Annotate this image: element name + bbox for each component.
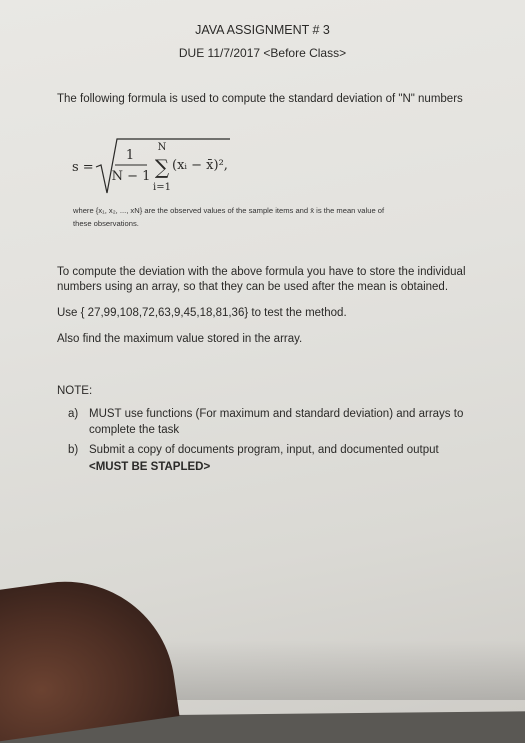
formula-numerator: 1 [125,148,135,163]
note-b-line-1: Submit a copy of documents program, input, and documented output [89,444,439,456]
note-a-line-2: complete the task [89,424,180,436]
note-b-line-2: <MUST BE STAPLED> [89,461,211,473]
where-text-2: these observations. [73,219,139,228]
formula-lhs: s = [72,160,94,175]
note-b-marker: b) [68,444,79,456]
assignment-title: JAVA ASSIGNMENT # 3 [195,23,330,37]
max-value-line: Also find the maximum value stored in the array. [57,333,303,345]
due-date: DUE 11/7/2017 <Before Class> [178,46,347,60]
intro-text: The following formula is used to compute the standard deviation of "N" numbers [57,93,463,105]
sum-lower-limit: i=1 [153,182,171,193]
paragraph-line-2: numbers using an array, so that they can be used after the mean is obtained. [57,281,449,293]
note-a-line-1: MUST use functions (For maximum and standard deviation) and arrays to [89,408,464,420]
std-dev-formula [70,135,250,200]
test-values-line: Use { 27,99,108,72,63,9,45,18,81,36} to test the method. [57,307,347,319]
paragraph-line-1: To compute the deviation with the above formula you have to store the individual [57,266,466,278]
formula-term: (xᵢ − x̄)², [172,158,228,173]
summation-icon: ∑ [154,155,170,179]
note-label: NOTE: [57,385,93,397]
formula-denominator: N − 1 [111,169,151,184]
sum-upper-limit: N [157,142,167,153]
note-a-marker: a) [68,408,79,420]
where-text: where {x₁, x₂, ..., xN} are the observed values of the sample items and x̄ is the mean value of [73,206,385,215]
